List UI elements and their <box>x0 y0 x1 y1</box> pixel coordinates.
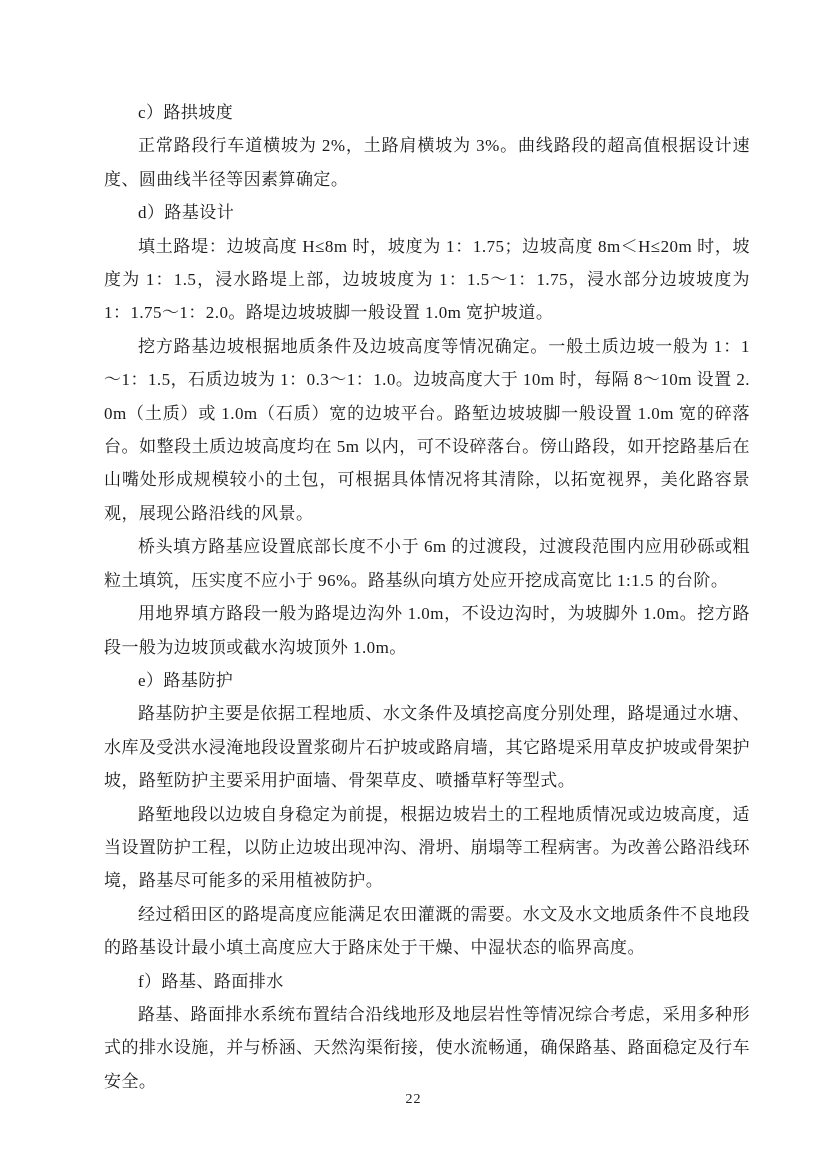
paragraph-heading-e: e）路基防护 <box>138 670 234 690</box>
paragraph: 挖方路基边坡根据地质条件及边坡高度等情况确定。一般土质边坡一般为 1：1～1：1.5，石质边坡为 1：0.3～1：1.0。边坡高度大于 10m 时，每隔 8～10m 设置 2.0m（土质）或 1.0m（石质）宽的边坡平台。路堑边坡坡脚一般设置 1.0m 宽的碎落台。如整段土质边坡高度均在 5m 以内，可不设碎落台。傍山路段，如开挖路基后在山嘴处形成规模较小的土包，可根据具体情况将其清除，以拓宽视界，美化路容景观，展现公路沿线的风景。 <box>104 336 750 523</box>
paragraph: 用地界填方路段一般为路堤边沟外 1.0m，不设边沟时，为坡脚外 1.0m。挖方路段一般为边坡顶或截水沟坡顶外 1.0m。 <box>104 604 750 657</box>
paragraph-heading-c: c）路拱坡度 <box>138 103 234 122</box>
document-content <box>104 96 750 1098</box>
paragraph: 路堑地段以边坡自身稳定为前提，根据边坡岩土的工程地质情况或边坡高度，适当设置防护工程，以防止边坡出现冲沟、滑坍、崩塌等工程病害。为改善公路沿线环境，路基尽可能多的采用植被防护。 <box>104 804 750 891</box>
paragraph: 桥头填方路基应设置底部长度不小于 6m 的过渡段，过渡段范围内应用砂砾或粗粒土填筑，压实度不应小于 96%。路基纵向填方处应开挖成高宽比 1:1.5 的台阶。 <box>104 537 750 590</box>
paragraph: 正常路段行车道横坡为 2%，土路肩横坡为 3%。曲线路段的超高值根据设计速度、圆曲线半径等因素算确定。 <box>104 136 750 189</box>
page-number: 22 <box>405 1092 422 1107</box>
page-footer <box>0 1090 827 1108</box>
paragraph-heading-d: d）路基设计 <box>138 203 235 223</box>
paragraph: 路基防护主要是依据工程地质、水文条件及填挖高度分别处理，路堤通过水塘、水库及受洪水浸淹地段设置浆砌片石护坡或路肩墙，其它路堤采用草皮护坡或骨架护坡，路堑防护主要采用护面墙、骨架草皮、喷播草籽等型式。 <box>104 704 750 791</box>
paragraph: 经过稻田区的路堤高度应能满足农田灌溉的需要。水文及水文地质条件不良地段的路基设计最小填土高度应大于路床处于干燥、中湿状态的临界高度。 <box>104 904 750 958</box>
paragraph: 填土路堤：边坡高度 H≤8m 时，坡度为 1：1.75；边坡高度 8m＜H≤20m 时，坡度为 1：1.5，浸水路堤上部，边坡坡度为 1：1.5～1：1.75，浸水部分边坡坡度为 1：1.75～1：2.0。路堤边坡坡脚一般设置 1.0m 宽护坡道。 <box>104 236 750 323</box>
paragraph-heading-f: f）路基、路面排水 <box>138 971 284 991</box>
paragraph: 路基、路面排水系统布置结合沿线地形及地层岩性等情况综合考虑，采用多种形式的排水设施，并与桥涵、天然沟渠衔接，使水流畅通，确保路基、路面稳定及行车安全。 <box>104 1004 750 1091</box>
